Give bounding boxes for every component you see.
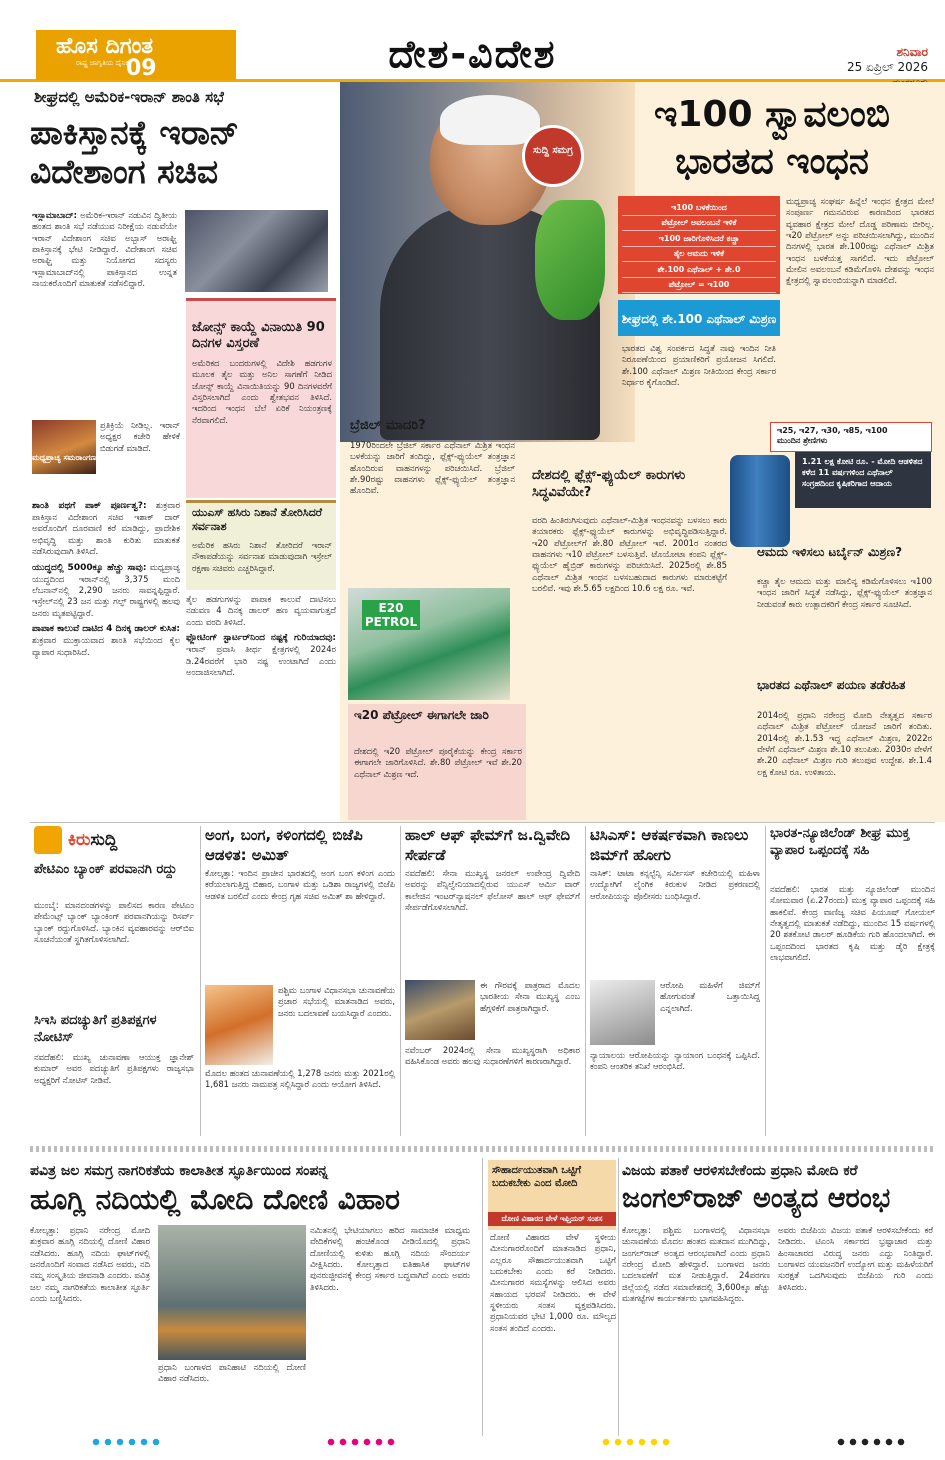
e100-fact-line: ಇ100 ಜಾರಿಗೊಳಿಸಿದರೆ ಕಚ್ಚಾ: [622, 234, 776, 247]
jones-act-body: ಅಮೆರಿಕದ ಬಂದರುಗಳಲ್ಲಿ ವಿದೇಶಿ ಹಡಗುಗಳ ಮೂಲಕ ತೈಲ ಮತ್ತು ಅನಿಲ ಸಾಗಣೆಗೆ ನೀಡಿದ ಜೋನ್ಸ್ ಕಾಯ್ದೆ ವಿನಾಯಿತಿಯನ್ನು 90 ದಿನಗಳವರೆಗೆ ವಿಸ್ತರಿಸಲಾಗಿದೆ ಎಂದು ಶ್ವೇತಭವನ ತಿಳಿಸಿದೆ. ಇದರಿಂದ ಇಂಧನ ಬೆಲೆ ಏರಿಕೆ ನಿಯಂತ್ರಣಕ್ಕೆ ನೆರವಾಗಲಿದೆ.: [192, 358, 332, 425]
e100-fact-line: ಪೆಟ್ರೋಲ್ ಅವಲಂಬನೆ ಇಳಿಕೆ: [622, 218, 776, 231]
meeting-photo: [185, 210, 328, 292]
e100-fact-line: ತೈಲ ಆಮದು ಇಳಿಕೆ: [622, 249, 776, 262]
oil-report-body: ತೈಲ ಹಡಗುಗಳನ್ನು ಪಾಪಾಕ ಕಾಲುವೆ ದಾಟಿಸಲು ನಡುವಣ 4 ದಿನಕ್ಕ ಡಾಲರ್ ಹಣ ವ್ಯಯವಾಗುತ್ತದೆ ಎಂದು ವರದಿ ತಿಳಿಸಿದೆ. ಫ್ಲೋಟಿಂಗ್ ಸ್ಟಾರ್ಟರ್‌ನಿಂದ ನಷ್ಟಕ್ಕೆ ಗುರಿಯಾದವು: ಇರಾನ್ ಪ್ರವಾಸಿ ತೀರ್ಥ ಕ್ಷೇತ್ರಗಳಲ್ಲಿ 2024ರ ಡಿ.24ರವರೆಗೆ ಭಾರಿ ನಷ್ಟ ಉಂಟಾಗಿದೆ ಎಂದು ಅಂದಾಜಿಸಲಾಗಿದೆ.: [186, 594, 336, 677]
tcs-photo: [590, 980, 655, 1045]
jungle-raj-kicker: ವಿಜಯ ಪತಾಕೆ ಆರಳಿಸಬೇಕೆಂದು ಪ್ರಧಾನಿ ಮೋದಿ ಕರೆ: [622, 1163, 858, 1179]
briefs-icon: [34, 826, 62, 854]
hooghly-body: ಕೋಲ್ಕತ್ತಾ: ಪ್ರಧಾನಿ ನರೇಂದ್ರ ಮೋದಿ ಶುಕ್ರವಾರ ಹೂಗ್ಲಿ ನದಿಯಲ್ಲಿ ದೋಣಿ ವಿಹಾರ ನಡೆಸಿದರು. ಹೂಗ್ಲಿ ನದಿಯ ಘಾಟ್‌ಗಳಲ್ಲಿ ಜನರೊಂದಿಗೆ ಸಂವಾದ ನಡೆಸಿದ ಅವರು, ನದಿ ನಮ್ಮ ಸಂಸ್ಕೃತಿಯ ಜೀವನಾಡಿ ಎಂದರು. ಪವಿತ್ರ ಜಲ ನಮ್ಮ ನಾಗರಿಕತೆಯ ಕಾಲಾತೀತ ಸ್ಫೂರ್ತಿ ಎಂದು ಬಣ್ಣಿಸಿದರು.: [30, 1225, 150, 1304]
tcs-body: ನಾಸಿಕ್: ಟಾಟಾ ಕನ್ಸಲ್ಟೆನ್ಸಿ ಸರ್ವೀಸಸ್ ಕಚೇರಿಯಲ್ಲಿ ಮಹಿಳಾ ಉದ್ಯೋಗಿಗೆ ಲೈಂಗಿಕ ಕಿರುಕುಳ ನೀಡಿದ ಪ್ರಕರಣದಲ್ಲಿ ಆರೋಪಿಯನ್ನು ಪೊಲೀಸರು ಬಂಧಿಸಿದ್ದಾರೆ.: [590, 868, 760, 901]
amit-shah-body-side: ಪಶ್ಚಿಮ ಬಂಗಾಳ ವಿಧಾನಸಭಾ ಚುನಾವಣೆಯ ಪ್ರಚಾರ ಸಭೆಯಲ್ಲಿ ಮಾತನಾಡಿದ ಅವರು, ಜನರು ಬದಲಾವಣೆ ಬಯಸಿದ್ದಾರೆ ಎಂದರು.: [278, 985, 395, 1018]
tcs-body-continued: ನ್ಯಾಯಾಲಯ ಆರೋಪಿಯನ್ನು ನ್ಯಾಯಾಂಗ ಬಂಧನಕ್ಕೆ ಒಪ್ಪಿಸಿದೆ. ಕಂಪನಿ ಆಂತರಿಕ ತನಿಖೆ ಆರಂಭಿಸಿದೆ.: [590, 1050, 760, 1072]
lead-dateline: ಇಸ್ಲಾಮಾಬಾದ್:: [32, 210, 77, 220]
feature-title-line-1: ಇ100 ಸ್ವಾವಲಂಬಿ: [654, 94, 890, 135]
e100-fact-line: ಪೆಟ್ರೋಲ್ = ಇ100: [622, 280, 776, 293]
hooghly-body-continued: ನಮಿತನಲ್ಲಿ ಭೇಟಿಯಾಗಲು ಹರಿದ ಸಾಮಾಜಿಕ ಮಾಧ್ಯಮ ವೇದಿಕೆಗಳಲ್ಲಿ ಹಂಚಿಕೊಂಡ ವೀಡಿಯೊದಲ್ಲಿ ಪ್ರಧಾನಿ ದೋಣಿಯಲ್ಲಿ ಕುಳಿತು ಹೂಗ್ಲಿ ನದಿಯ ಸೌಂದರ್ಯ ವೀಕ್ಷಿಸಿದರು. ಕೋಲ್ಕತ್ತಾದ ಐತಿಹಾಸಿಕ ಘಾಟ್‌ಗಳ ಪುನರುಜ್ಜೀವನಕ್ಕೆ ಕೇಂದ್ರ ಸರ್ಕಾರ ಬದ್ಧವಾಗಿದೆ ಎಂದು ಅವರು ತಿಳಿಸಿದರು.: [310, 1225, 470, 1292]
amit-shah-body: ಕೋಲ್ಕತ್ತಾ: ಇಂದಿನ ಪ್ರಾಚೀನ ಭಾರತದಲ್ಲಿ ಅಂಗ ಬಂಗ ಕಳಿಂಗ ಎಂದು ಕರೆಯಲಾಗುತ್ತಿದ್ದ ಬಿಹಾರ, ಬಂಗಾಳ ಮತ್ತು ಒಡಿಶಾ ರಾಜ್ಯಗಳಲ್ಲಿ ಬಿಜೆಪಿ ಆಡಳಿತ ಬರಲಿದೆ ಎಂದು ಕೇಂದ್ರ ಗೃಹ ಸಚಿವ ಅಮಿತ್ ಶಾ ಹೇಳಿದ್ದಾರೆ.: [205, 868, 395, 901]
divider: [30, 822, 935, 823]
brief-1-title: ಪೇಟಿಎಂ ಬ್ಯಾಂಕ್ ಪರವಾನಗಿ ರದ್ದು: [34, 862, 177, 877]
section-title: ದೇಶ-ವಿದೇಶ: [388, 32, 557, 76]
registration-marks: [90, 1438, 160, 1446]
hall-of-fame-title: ಹಾಲ್ ಆಫ್ ಫೇಮ್‌ಗೆ ಜ.ದ್ವಿವೇದಿ ಸೇರ್ಪಡೆ: [405, 826, 571, 864]
divider: [200, 826, 201, 1136]
harmony-body: ದೋಣಿ ವಿಹಾರದ ವೇಳೆ ಸ್ಥಳೀಯ ಮೀನುಗಾರರೊಂದಿಗೆ ಮಾತನಾಡಿದ ಪ್ರಧಾನಿ, ಎಲ್ಲರೂ ಸೌಹಾರ್ದಯುತವಾಗಿ ಒಟ್ಟಿಗೆ ಬದುಕಬೇಕು ಎಂದು ಕರೆ ನೀಡಿದರು. ಮೀನುಗಾರರ ಸಮಸ್ಯೆಗಳನ್ನು ಆಲಿಸಿದ ಅವರು ಸಹಾಯದ ಭರವಸೆ ನೀಡಿದರು. ಈ ವೇಳೆ ಸ್ಥಳೀಯರು ಸಂತಸ ವ್ಯಕ್ತಪಡಿಸಿದರು. ಪ್ರಧಾನಿಯವರ ಭೇಟಿ 1,000 ರೂ. ಮೌಲ್ಯದ ಸಂತಸ ತಂದಿದೆ ಎಂದರು.: [490, 1232, 616, 1333]
hall-of-fame-body: ನವದೆಹಲಿ: ಸೇನಾ ಮುಖ್ಯಸ್ಥ ಜನರಲ್ ಉಪೇಂದ್ರ ದ್ವಿವೇದಿ ಅವರನ್ನು ಪೆನ್ಸಿಲ್ವೇನಿಯಾದಲ್ಲಿರುವ ಯುಎಸ್ ಆರ್ಮಿ ವಾರ್ ಕಾಲೇಜಿನ ಇಂಟರ್‌ನ್ಯಾಷನಲ್ ಫೆಲೋಸ್ ಹಾಲ್ ಆಫ್ ಫೇಮ್‌ಗೆ ಸೇರ್ಪಡೆಗೊಳಿಸಲಾಗಿದೆ.: [405, 868, 580, 913]
lead-headline-line-2: ವಿದೇಶಾಂಗ ಸಚಿವ: [30, 151, 219, 191]
brief-2-title: ಸಿಇಸಿ ಪದಚ್ಯುತಿಗೆ ಪ್ರತಿಪಕ್ಷಗಳ ನೋಟಿಸ್: [34, 1013, 157, 1045]
day-label: ಶನಿವಾರ: [896, 45, 928, 59]
divider: [765, 826, 766, 1136]
brand-tagline: ರಾಷ್ಟ್ರ ಜಾಗೃತಿಯ ದೈನಿಕ: [76, 59, 129, 67]
leaders-photo-caption: ಮಧ್ಯಪ್ರಾಚ್ಯ ಸಮರಾಂಗಣ: [32, 453, 96, 462]
ethanol-title: ಶೀಘ್ರದಲ್ಲಿ ಶೇ.100 ಎಥೆನಾಲ್ ಮಿಶ್ರಣ: [621, 312, 777, 326]
hooghly-headline: ಹೂಗ್ಲಿ ನದಿಯಲ್ಲಿ ಮೋದಿ ದೋಣಿ ವಿಹಾರ: [30, 1183, 400, 1216]
lead-kicker: ಶೀಘ್ರದಲ್ಲಿ ಅಮೆರಿಕ-ಇರಾನ್ ಶಾಂತಿ ಸಭೆ: [34, 88, 224, 106]
briefs-label: ಕಿರುಸುದ್ದಿ: [68, 830, 118, 850]
brand-name: ಹೊಸ ದಿಗಂತ: [56, 34, 154, 59]
oil-report-subhead: ಫ್ಲೋಟಿಂಗ್ ಸ್ಟಾರ್ಟರ್‌ನಿಂದ ನಷ್ಟಕ್ಕೆ ಗುರಿಯಾದವು:: [186, 633, 336, 644]
india-nz-body: ನವದೆಹಲಿ: ಭಾರತ ಮತ್ತು ನ್ಯೂಜಿಲೆಂಡ್ ಮುಂದಿನ ಸೋಮವಾರ (ಏ.27ರಂದು) ಮುಕ್ತ ವ್ಯಾಪಾರ ಒಪ್ಪಂದಕ್ಕೆ ಸಹಿ ಹಾಕಲಿವೆ. ಕೇಂದ್ರ ವಾಣಿಜ್ಯ ಸಚಿವ ಪಿಯೂಷ್ ಗೋಯಲ್ ನೇತೃತ್ವದಲ್ಲಿ ಮಾತುಕತೆ ನಡೆದಿದ್ದು, ಮುಂದಿನ 15 ವರ್ಷಗಳಲ್ಲಿ 20 ಶತಕೋಟಿ ಡಾಲರ್ ಹೂಡಿಕೆಯ ಗುರಿ ಹೊಂದಲಾಗಿದೆ. ಈ ಒಪ್ಪಂದದಿಂದ ಭಾರತದ ಕೃಷಿ ಮತ್ತು ಡೈರಿ ಕ್ಷೇತ್ರಕ್ಕೆ ಲಾಭವಾಗಲಿದೆ.: [770, 884, 935, 963]
fuel-drum-icon: [730, 455, 790, 547]
feature-intro-body: ಮಧ್ಯಪ್ರಾಚ್ಯ ಸಂಘರ್ಷ ಹಿನ್ನೆಲೆ ಇಂಧನ ಕ್ಷೇತ್ರದ ಮೇಲೆ ಸಂಪೂರ್ಣ ಗಮನವಿರುವ ಕಾರಣದಿಂದ ಭಾರತದ ವ್ಯವಹಾರ ಕ್ಷೇತ್ರದ ಮೇಲೆ ದೊಡ್ಡ ಪರಿಣಾಮ ಬೀರಿಲ್ಲ. ಇ20 ಪೆಟ್ರೋಲ್ ಅನ್ನು ಪರಿಚಯಿಸಲಾಗಿದ್ದು, ಮುಂದಿನ ದಿನಗಳಲ್ಲಿ ಭಾರತ ಶೇ.100ರಷ್ಟು ಎಥೆನಾಲ್ ಮಿಶ್ರಿತ ಇಂಧನ ಬಳಕೆಯತ್ತ ಸಾಗಲಿದೆ. ಇದು ಪೆಟ್ರೋಲ್ ಮೇಲಿನ ಅವಲಂಬನೆ ಕಡಿಮೆಗೊಳಿಸಿ ದೇಶವನ್ನು ಇಂಧನ ಕ್ಷೇತ್ರದಲ್ಲಿ ಸ್ವಾವಲಂಬಿಯನ್ನಾಗಿ ಮಾಡಲಿದೆ.: [786, 196, 934, 286]
lead-subhead-1: ಶಾಂತಿ ಪಥಗೆ ಪಾಕ್ ಪೂರ್ಣತ್ವ?:: [32, 501, 147, 511]
import-title: ಆಮದು ಇಳಿಸಲು ಟರ್ಬೈನ್ ಮಿಶ್ರಣ?: [757, 545, 903, 559]
jungle-raj-body-continued: ಅವರು ಬಿಜೆಪಿಯ ವಿಜಯ ಪತಾಕೆ ಆರಳಿಸಬೇಕೆಂದು ಕರೆ ನೀಡಿದರು. ಟಿಎಂಸಿ ಸರ್ಕಾರದ ಭ್ರಷ್ಟಾಚಾರ ಮತ್ತು ಹಿಂಸಾಚಾರದ ವಿರುದ್ಧ ಜನರು ಎದ್ದು ನಿಂತಿದ್ದಾರೆ. ಬಂಗಾಳದ ಯುವಜನರಿಗೆ ಉದ್ಯೋಗ ಮತ್ತು ಮಹಿಳೆಯರಿಗೆ ಸುರಕ್ಷತೆ ಒದಗಿಸುವುದು ಬಿಜೆಪಿಯ ಗುರಿ ಎಂದು ತಿಳಿಸಿದರು.: [778, 1225, 933, 1292]
divider: [30, 1146, 935, 1152]
farmer-income-box: 1.21 ಲಕ್ಷ ಕೋಟಿ ರೂ. - ಮೋದಿ ಆಡಳಿತದ ಕಳೆದ 11 ವರ್ಷಗಳಿಂದ ಎಥೆನಾಲ್ ಸಂಗ್ರಹದಿಂದ ಕೃಷಿಕರಿಗಾದ ಆದಾಯ: [795, 452, 931, 508]
hall-of-fame-photo: [405, 980, 475, 1040]
amit-shah-photo: [205, 985, 273, 1065]
divider: [585, 826, 586, 1136]
lead-headline: [30, 114, 340, 192]
brazil-title: ಬ್ರೆಜಿಲ್ ಮಾದರಿ?: [350, 418, 426, 433]
jones-act-title: ಜೋನ್ಸ್ ಕಾಯ್ದೆ ವಿನಾಯಿತಿ 90 ದಿನಗಳ ವಿಸ್ತರಣೆ: [192, 320, 325, 351]
lead-headline-line-1: ಪಾಕಿಸ್ತಾನಕ್ಕೆ ಇರಾನ್: [30, 113, 239, 152]
jungle-raj-body: ಕೋಲ್ಕತ್ತಾ: ಪಶ್ಚಿಮ ಬಂಗಾಳದಲ್ಲಿ ವಿಧಾನಸಭಾ ಚುನಾವಣೆಯ ಮೊದಲ ಹಂತದ ಮತದಾನ ಮುಗಿದಿದ್ದು, ಜಂಗಲ್‌ರಾಜ್ ಅಂತ್ಯದ ಆರಂಭವಾಗಿದೆ ಎಂದು ಪ್ರಧಾನಿ ನರೇಂದ್ರ ಮೋದಿ ಹೇಳಿದ್ದಾರೆ. ಬಂಗಾಳದ ಜನರು ಬದಲಾವಣೆಗೆ ಮತ ನೀಡುತ್ತಿದ್ದಾರೆ. 24ಪರಗಣ ಜಿಲ್ಲೆಯಲ್ಲಿ ನಡೆದ ಸಮಾವೇಶದಲ್ಲಿ 3,600ಕ್ಕೂ ಹೆಚ್ಚು ಮತಗಟ್ಟೆಗಳ ಕಾರ್ಯಕರ್ತರು ಭಾಗವಹಿಸಿದ್ದರು.: [622, 1225, 770, 1304]
amit-shah-title: ಅಂಗ, ಬಂಗ, ಕಳಿಂಗದಲ್ಲಿ ಬಿಜೆಪಿ ಆಡಳಿತ: ಅಮಿತ್: [205, 826, 363, 864]
us-navy-body: ಅಮೆರಿಕ ಹಸಿರು ನಿಶಾನೆ ತೋರಿದರೆ ಇರಾನ್ ನೌಕಾಪಡೆಯನ್ನು ಸರ್ವನಾಶ ಮಾಡುವುದಾಗಿ ಇಸ್ರೇಲ್ ರಕ್ಷಣಾ ಸಚಿವರು ಎಚ್ಚರಿಸಿದ್ದಾರೆ.: [192, 540, 332, 573]
ethanol-history-title: ಭಾರತದ ಎಥೆನಾಲ್ ಪಯಣ ತಡೆರಹಿತ: [757, 678, 906, 692]
divider: [482, 1158, 483, 1436]
registration-marks: [325, 1438, 395, 1446]
india-nz-title: ಭಾರತ-ನ್ಯೂಜಿಲೆಂಡ್ ಶೀಘ್ರ ಮುಕ್ತ ವ್ಯಾಪಾರ ಒಪ್ಪಂದಕ್ಕೆ ಸಹಿ: [770, 826, 910, 858]
hooghly-boat-photo: [158, 1225, 306, 1360]
harmony-strip: ದೋಣಿ ವಿಹಾರದ ವೇಳೆ ಇಫ್ತಿಯರ್ ಸಂತಸ: [488, 1212, 616, 1226]
lead-subhead-2: ಯುದ್ಧದಲ್ಲಿ 5000ಕ್ಕೂ ಹೆಚ್ಚು ಸಾವು:: [32, 562, 147, 573]
flex-fuel-title: ದೇಶದಲ್ಲಿ ಫ್ಲೆಕ್ಸ್-ಫ್ಯುಯೆಲ್ ಕಾರುಗಳು ಸಿದ್ಧವಿವೆಯೇ?: [532, 468, 686, 500]
ethanol-grades: ಇ25, ಇ27, ಇ30, ಇ85, ಇ100: [777, 426, 888, 435]
feature-title: [612, 92, 932, 186]
tcs-title: ಟಿಸಿಎಸ್: ಆಕರ್ಷಕವಾಗಿ ಕಾಣಲು ಜಿಮ್‌ಗೆ ಹೋಗು: [590, 826, 749, 864]
harmony-title: ಸೌಹಾರ್ದಯುತವಾಗಿ ಒಟ್ಟಿಗೆ ಬದುಕಬೇಕು ಎಂದ ಮೋದಿ: [492, 1165, 582, 1189]
ethanol-grades-label: ಮುಂದಿನ ಶ್ರೇಣಿಗಳು: [777, 436, 828, 445]
leaders-photo: [32, 420, 96, 474]
feature-title-line-2: ಭಾರತದ ಇಂಧನ: [675, 140, 869, 182]
e100-fact-line: ಇ100 ಬಳಕೆಯಿಂದ: [622, 203, 776, 216]
e20-title: ಇ20 ಪೆಟ್ರೋಲ್ ಈಗಾಗಲೇ ಜಾರಿ: [354, 708, 489, 722]
fuel-nozzle-icon: [535, 200, 605, 320]
import-body: ಕಚ್ಚಾ ತೈಲ ಆಮದು ಮತ್ತು ಮಾಲಿನ್ಯ ಕಡಿಮೆಗೊಳಿಸಲು ಇ100 ಇಂಧನ ಜಾರಿಗೆ ಸಿದ್ಧತೆ ನಡೆಸಿದ್ದು, ಫ್ಲೆಕ್ಸ್-ಫ್ಯುಯೆಲ್ ತಂತ್ರಜ್ಞಾನ ನೀಡುವಂತೆ ಕಾರು ಉತ್ಪಾದಕರಿಗೆ ಕೇಂದ್ರ ಸರ್ಕಾರ ಸೂಚಿಸಿದೆ.: [757, 576, 932, 609]
tcs-body-side: ಆರೋಪಿ ಮಹಿಳೆಗೆ ಜಿಮ್‌ಗೆ ಹೋಗುವಂತೆ ಒತ್ತಾಯಿಸಿದ್ದ ಎನ್ನಲಾಗಿದೆ.: [660, 980, 760, 1013]
ethanol-body: ಭಾರತದ ವಿಶ್ವ ಸಂಪರ್ಕದ ಸಿದ್ಧತೆ ನಾವು ಇಂದಿನ ನೀತಿ ನಿರೂಪಣೆಯಿಂದ ಪ್ರಯಾಣಿಕರಿಗೆ ಪ್ರಯೋಜನ ಸಿಗಲಿದೆ. ಶೇ.100 ಎಥೆನಾಲ್ ಮಿಶ್ರಣ ನೀತಿಯಿಂದ ಕೇಂದ್ರ ಸರ್ಕಾರ ನಿರ್ಧಾರ ಕೈಗೊಂಡಿದೆ.: [622, 343, 776, 388]
lead-body-side: ಪ್ರತಿಕ್ರಿಯೆ ನೀಡಿಲ್ಲ. ಇರಾನ್ ಅಧ್ಯಕ್ಷರ ಕಚೇರಿ ಹೇಳಿಕೆ ಬಿಡುಗಡೆ ಮಾಡಿದೆ.: [100, 420, 180, 453]
brief-2-body: ನವದೆಹಲಿ: ಮುಖ್ಯ ಚುನಾವಣಾ ಆಯುಕ್ತ ಜ್ಞಾನೇಶ್ ಕುಮಾರ್ ಅವರ ಪದಚ್ಯುತಿಗೆ ಪ್ರತಿಪಕ್ಷಗಳು ರಾಜ್ಯಸಭಾ ಅಧ್ಯಕ್ಷರಿಗೆ ನೋಟಿಸ್ ನೀಡಿವೆ.: [34, 1052, 194, 1085]
brief-1-body: ಮುಂಬೈ: ಮಾನದಂಡಗಳನ್ನು ಪಾಲಿಸದ ಕಾರಣ ಪೇಟಿಎಂ ಪೇಮೆಂಟ್ಸ್ ಬ್ಯಾಂಕ್ ಬ್ಯಾಂಕಿಂಗ್ ಪರವಾನಗಿಯನ್ನು ರಿಸರ್ವ್ ಬ್ಯಾಂಕ್ ರದ್ದುಗೊಳಿಸಿದೆ. ಬ್ಯಾಂಕಿನ ವ್ಯವಹಾರವನ್ನು ಆರ್‌ಬಿಐ ಸೂಚನೆಯಂತೆ ಸ್ಥಗಿತಗೊಳಿಸಲಾಗಿದೆ.: [34, 900, 194, 945]
hall-of-fame-body-continued: ನವೆಂಬರ್ 2024ರಲ್ಲಿ ಸೇನಾ ಮುಖ್ಯಸ್ಥರಾಗಿ ಅಧಿಕಾರ ವಹಿಸಿಕೊಂಡ ಅವರು ಹಲವು ಸುಧಾರಣೆಗಳಿಗೆ ಕಾರಣರಾಗಿದ್ದಾರೆ.: [405, 1045, 580, 1067]
brazil-body: 1970ರಿಂದಲೇ ಬ್ರೆಜಿಲ್ ಸರ್ಕಾರ ಎಥೆನಾಲ್ ಮಿಶ್ರಿತ ಇಂಧನ ಬಳಕೆಯನ್ನು ಜಾರಿಗೆ ತಂದಿದ್ದು, ಫ್ಲೆಕ್ಸ್-ಫ್ಯುಯೆಲ್ ತಂತ್ರಜ್ಞಾನ ಹೊಂದಿರುವ ವಾಹನಗಳನ್ನು ಪರಿಚಯಿಸಿದೆ. ಬ್ರೆಜಿಲ್ ಶೇ.90ರಷ್ಟು ವಾಹನಗಳು ಫ್ಲೆಕ್ಸ್-ಫ್ಯುಯೆಲ್ ತಂತ್ರಜ್ಞಾನ ಹೊಂದಿವೆ.: [350, 440, 515, 496]
e20-sign: E20 PETROL: [362, 600, 420, 630]
hooghly-photo-caption: ಪ್ರಧಾನಿ ಬಂಗಾಳದ ಪಾನಿಹಾಟಿ ನದಿಯಲ್ಲಿ ದೋಣಿ ವಿಹಾರ ನಡೆಸಿದರು.: [158, 1362, 306, 1384]
lead-body: ಇಸ್ಲಾಮಾಬಾದ್: ಅಮೆರಿಕ-ಇರಾನ್ ನಡುವಿನ ದ್ವಿತೀಯ ಹಂತದ ಶಾಂತಿ ಸಭೆ ನಡೆಯುವ ನಿರೀಕ್ಷೆಯ ನಡುವೆಯೇ ಇರಾನ್ ವಿದೇಶಾಂಗ ಸಚಿವ ಅಬ್ಬಾಸ್ ಅರಾಘ್ಚಿ ಪಾಕಿಸ್ತಾನಕ್ಕೆ ಭೇಟಿ ನೀಡಿದ್ದಾರೆ. ವಿದೇಶಾಂಗ ಸಚಿವ ಅರಾಘ್ಚಿ ಮತ್ತು ನಿಯೋಗದ ಸದಸ್ಯರು ಇಸ್ಲಾಮಾಬಾದ್‌ನಲ್ಲಿ ಪಾಕಿಸ್ತಾನದ ಉನ್ನತ ನಾಯಕರೊಂದಿಗೆ ಮಾತುಕತೆ ನಡೆಸಲಿದ್ದಾರೆ.: [32, 210, 177, 289]
feature-badge: ಸುದ್ದಿ ಸಮಗ್ರ: [522, 125, 584, 187]
hall-of-fame-body-side: ಈ ಗೌರವಕ್ಕೆ ಪಾತ್ರರಾದ ಮೊದಲ ಭಾರತೀಯ ಸೇನಾ ಮುಖ್ಯಸ್ಥ ಎಂಬ ಹೆಗ್ಗಳಿಕೆಗೆ ಪಾತ್ರರಾಗಿದ್ದಾರೆ.: [480, 980, 580, 1013]
us-navy-title: ಯುಎಸ್ ಹಸಿರು ನಿಶಾನೆ ತೋರಿಸಿದರೆ ಸರ್ವನಾಶ: [192, 506, 323, 533]
e20-body: ದೇಶದಲ್ಲಿ ಇ20 ಪೆಟ್ರೋಲ್ ಪೂರೈಕೆಯನ್ನು ಕೇಂದ್ರ ಸರ್ಕಾರ ಈಗಾಗಲೇ ಜಾರಿಗೊಳಿಸಿದೆ. ಶೇ.80 ಪೆಟ್ರೋಲ್ ಇವೆ ಶೇ.20 ಎಥೆನಾಲ್ ಮಿಶ್ರಣ ಇದೆ.: [354, 746, 522, 779]
lead-subhead-3: ಪಾಪಾಕ ಕಾಲುವೆ ದಾಟಿದ 4 ದಿನಕ್ಕ ಡಾಲರ್ ಕುಸಿತ:: [32, 624, 180, 635]
flex-fuel-body: ವರದಿ ಹಿಂತಿರುಗಿಸುವುದು ಎಥೆನಾಲ್-ಮಿಶ್ರಿತ ಇಂಧನವನ್ನು ಬಳಸಲು ಕಾರು ತಯಾರಕರು ಫ್ಲೆಕ್ಸ್-ಫ್ಯುಯೆಲ್ ಕಾರುಗಳನ್ನು ಅಭಿವೃದ್ಧಿಪಡಿಸುತ್ತಿದ್ದಾರೆ. ಇ20 ಪೆಟ್ರೋಲ್‌ಗೆ ಶೇ.80 ಪೆಟ್ರೋಲ್ ಇವೆ. 2001ರ ನಂತರದ ವಾಹನಗಳು ಇ10 ಪೆಟ್ರೋಲ್ ಬಳಸುತ್ತಿವೆ. ಟೊಯೋಟಾ ಕಂಪನಿ ಫ್ಲೆಕ್ಸ್-ಫ್ಯುಯೆಲ್ ಹೈಬ್ರಿಡ್ ಕಾರುಗಳನ್ನು ಪರಿಚಯಿಸಿದೆ. 2025ರಲ್ಲಿ ಶೇ.85 ಎಥೆನಾಲ್ ಮಿಶ್ರಿತ ಇಂಧನ ಬಳಸಬಹುದಾದ ಕಾರುಗಳು ಮಾರುಕಟ್ಟೆಗೆ ಬರಲಿವೆ. ಇವು ಶೇ.5.65 ಲಕ್ಷದಿಂದ 10.6 ಲಕ್ಷ ರೂ. ಇವೆ.: [532, 515, 727, 594]
hooghly-kicker: ಪವಿತ್ರ ಜಲ ಸಮಗ್ರ ನಾಗರಿಕತೆಯ ಕಾಲಾತೀತ ಸ್ಫೂರ್ತಿಯಿಂದ ಸಂಪನ್ನ: [30, 1163, 328, 1179]
registration-marks: [835, 1438, 905, 1446]
registration-marks: [600, 1438, 670, 1446]
ethanol-grades-box: [770, 422, 932, 452]
divider: [400, 826, 401, 1136]
modi-photo-hair: [440, 95, 540, 145]
amit-shah-body-continued: ಮೊದಲ ಹಂತದ ಚುನಾವಣೆಯಲ್ಲಿ 1,278 ಜನರು ಮತ್ತು 2021ರಲ್ಲಿ 1,681 ಜನರು ನಾಮಪತ್ರ ಸಲ್ಲಿಸಿದ್ದಾರೆ ಎಂದು ಆಯೋಗ ತಿಳಿಸಿದೆ.: [205, 1068, 395, 1090]
ethanol-history-body: 2014ರಲ್ಲಿ ಪ್ರಧಾನಿ ನರೇಂದ್ರ ಮೋದಿ ನೇತೃತ್ವದ ಸರ್ಕಾರ ಎಥೆನಾಲ್ ಮಿಶ್ರಿತ ಪೆಟ್ರೋಲ್ ಯೋಜನೆ ಜಾರಿಗೆ ತಂದಿತು. 2014ರಲ್ಲಿ ಶೇ.1.53 ಇದ್ದ ಎಥೆನಾಲ್ ಮಿಶ್ರಣ, 2022ರ ವೇಳೆಗೆ ಎಥೆನಾಲ್ ಮಿಶ್ರಣ ಶೇ.10 ತಲುಪಿತು. 2030ರ ವೇಳೆಗೆ ಶೇ.20 ಎಥೆನಾಲ್ ಮಿಶ್ರಣ ಗುರಿ ತಲುಪುವ ಉದ್ದೇಶ. ಶೇ.1.4 ಲಕ್ಷ ಕೋಟಿ ರೂ. ಉಳಿತಾಯ.: [757, 710, 932, 777]
page-number: 09: [126, 56, 157, 81]
jungle-raj-headline: ಜಂಗಲ್‌ರಾಜ್ ಅಂತ್ಯದ ಆರಂಭ: [622, 1183, 891, 1214]
divider: [618, 1158, 619, 1436]
e100-fact-line: ಶೇ.100 ಎಥೆನಾಲ್ + ಶೇ.0: [622, 265, 776, 278]
lead-body-continued: ಶಾಂತಿ ಪಥಗೆ ಪಾಕ್ ಪೂರ್ಣತ್ವ?: ಶುಕ್ರವಾರ ಪಾಕಿಸ್ತಾನ ವಿದೇಶಾಂಗ ಸಚಿವ ಇಶಾಕ್ ದಾರ್ ಅವರೊಂದಿಗೆ ದೂರವಾಣಿ ಕರೆ ಮಾಡಿದ್ದು, ಪ್ರಾದೇಶಿಕ ಅಭಿವೃದ್ಧಿ ಮತ್ತು ಶಾಂತಿ ಕುರಿತು ಮಾತುಕತೆ ನಡೆಸಿರುವುದಾಗಿ ತಿಳಿಸಿದೆ. ಯುದ್ಧದಲ್ಲಿ 5000ಕ್ಕೂ ಹೆಚ್ಚು ಸಾವು: ಮಧ್ಯಪ್ರಾಚ್ಯ ಯುದ್ಧದಿಂದ ಇರಾನ್‌ನಲ್ಲಿ 3,375 ಮಂದಿ ಲೆಬನಾನ್‌ನಲ್ಲಿ 2,290 ಜನರು ಸಾವನ್ನಪ್ಪಿದ್ದಾರೆ. ಇಸ್ರೇಲ್‌ನಲ್ಲಿ 23 ಜನ ಮತ್ತು ಗಲ್ಫ್ ರಾಷ್ಟ್ರಗಳಲ್ಲಿ ಹಲವು ಜನರು ಮೃತಪಟ್ಟಿದ್ದಾರೆ. ಪಾಪಾಕ ಕಾಲುವೆ ದಾಟಿದ 4 ದಿನಕ್ಕ ಡಾಲರ್ ಕುಸಿತ: ಶುಕ್ರವಾರ ಮುಕ್ತಾಯವಾದ ಶಾಂತಿ ಸಭೆಯಿಂದ ಕೈಲ ವ್ಯಾಪಾರ ಸುಧಾರಿಸಿದೆ.: [32, 500, 180, 657]
date-label: 25 ಏಪ್ರಿಲ್ 2026: [846, 60, 928, 74]
